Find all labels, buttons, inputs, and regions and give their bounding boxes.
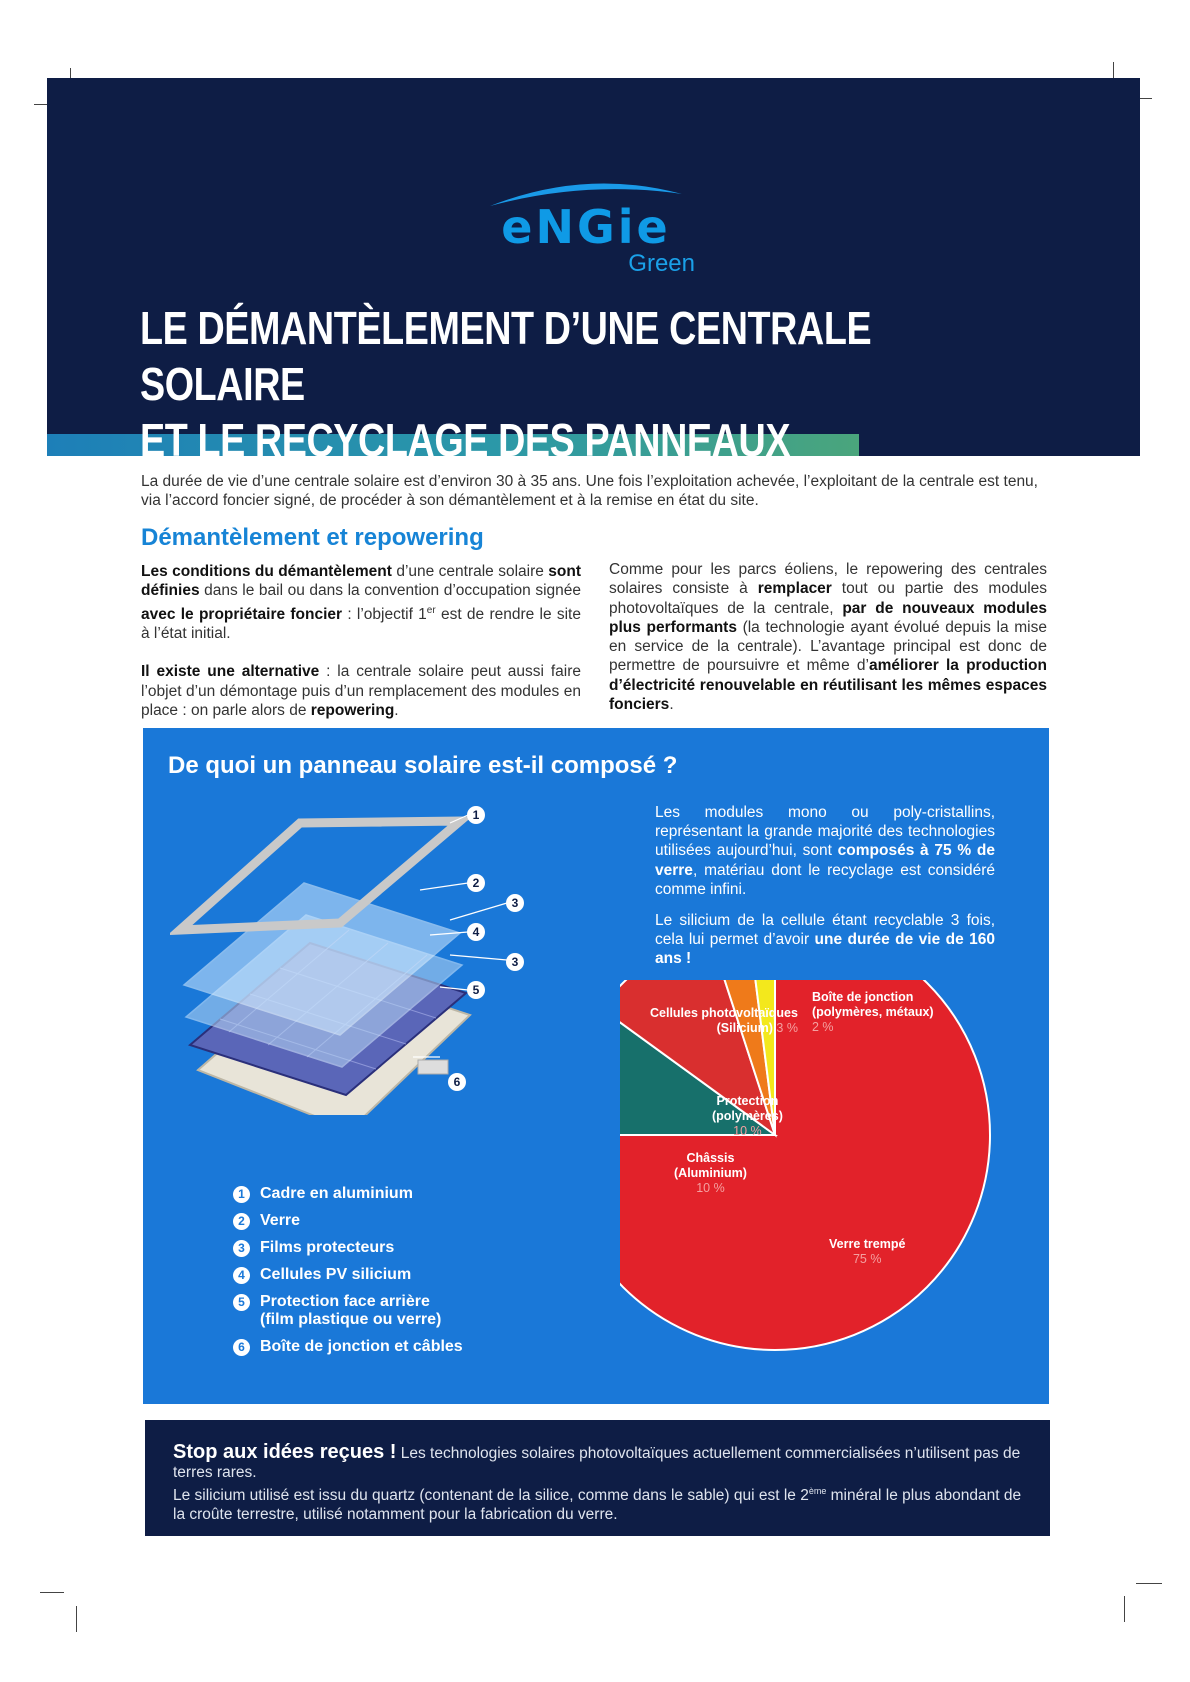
slice-name: Verre trempé: [829, 1237, 906, 1251]
bold-text: Stop aux idées reçues !: [173, 1441, 397, 1463]
callout-2: 2: [472, 876, 480, 890]
title-line-1: LE DÉMANTÈLEMENT D’UNE CENTRALE SOLAIRE: [140, 302, 872, 410]
legend-item-continuation: [233, 1311, 463, 1329]
text: Les modules mono ou poly-cristallins, représentant la grande majorité des technologies utilisées aujourd’hui, sont: [655, 804, 995, 860]
slice-name: Protection: [716, 1094, 779, 1108]
junction-box-icon: [418, 1060, 448, 1074]
bold-text: sont définies: [141, 563, 581, 600]
legend-number: 5: [233, 1294, 250, 1311]
slice-name: (Aluminium): [674, 1166, 747, 1180]
box-paragraph-2: [655, 911, 995, 969]
page-title: [140, 300, 878, 468]
bold-text: avec le propriétaire foncier: [141, 605, 343, 623]
slice-name: Cellules photovoltaïques: [650, 1006, 798, 1020]
intro-paragraph: La durée de vie d’une centrale solaire est d’environ 30 à 35 ans. Une fois l’exploitation achevée, l’exploitant de la centrale est tenu, via l’accord foncier signé, de procéder à son démantèlement et à la remise en état du site.: [141, 473, 1038, 509]
bold-text: une durée de vie de 160 ans !: [655, 931, 995, 968]
text: Les technologies solaires photovoltaïques actuellement commercialisées n’utilisent pas de terres rares.: [173, 1445, 1021, 1481]
crop-mark: [1136, 1583, 1162, 1584]
bold-text: repowering: [310, 701, 395, 719]
slice-name: (polymères): [712, 1109, 783, 1123]
legend-label: Verre: [260, 1212, 301, 1229]
slice-name: Boîte de jonction: [812, 990, 914, 1004]
slice-percent: 75 %: [852, 1252, 882, 1266]
column-left: [141, 562, 581, 739]
paragraph-alternative: [141, 662, 581, 720]
solar-panel-exploded-illustration: [170, 795, 590, 1115]
legend-label: Cadre en aluminium: [260, 1185, 413, 1202]
bold-text: par de nouveaux modules plus performants: [609, 599, 1047, 636]
callout-3b: 3: [511, 955, 519, 969]
pie-label-protection: [712, 1094, 783, 1139]
myth-line-2: [173, 1482, 1033, 1524]
text: tout ou partie des modules photovoltaïques de la centrale,: [609, 580, 1048, 617]
text: minéral le plus abondant de la croûte terrestre, utilisé notamment pour la fabrication du verre.: [173, 1487, 1022, 1523]
bold-text: remplacer: [757, 580, 832, 598]
legend-label: Boîte de jonction et câbles: [260, 1338, 463, 1355]
callout-5: 5: [472, 983, 480, 997]
pie-label-cellules: [650, 1006, 798, 1036]
slice-name: Châssis: [686, 1151, 735, 1165]
text: : la centrale solaire peut aussi faire l’objet d’un démontage puis d’un remplacement des modules en place : on parle alors de: [141, 663, 582, 719]
myth-line-1: [173, 1443, 1033, 1482]
legend-number: 2: [233, 1213, 250, 1230]
text: Comme pour les parcs éoliens, le repowering des centrales solaires consiste à: [609, 561, 1047, 598]
box-title: De quoi un panneau solaire est-il composé ?: [168, 752, 678, 779]
slice-name: (Silicium): [716, 1021, 773, 1035]
superscript: er: [426, 604, 436, 616]
pie-label-boite: [812, 990, 934, 1035]
slice-percent: 10 %: [696, 1181, 725, 1195]
box-paragraph-1: [655, 803, 995, 899]
text: Le silicium de la cellule étant recyclable 3 fois, cela lui permet d’avoir: [655, 912, 995, 949]
legend-item: [233, 1239, 463, 1257]
callout-1: 1: [472, 808, 480, 822]
crop-mark: [1124, 1596, 1125, 1622]
box-description: [655, 803, 995, 981]
section-title: Démantèlement et repowering: [141, 524, 484, 551]
logo-wordmark: eNGie: [501, 200, 671, 254]
legend-label: Films protecteurs: [260, 1239, 395, 1256]
title-line-2: ET LE RECYCLAGE DES PANNEAUX: [140, 414, 791, 466]
legend-item: [233, 1338, 463, 1356]
text: .: [394, 701, 399, 719]
paragraph-repowering: [609, 560, 1047, 714]
text: (la technologie ayant évolué depuis la mise en service de la centrale). L’avantage principal est donc de permettre de poursuivre et même d’: [609, 618, 1047, 675]
legend-number: 1: [233, 1186, 250, 1203]
legend-item: [233, 1293, 463, 1311]
legend-label: (film plastique ou verre): [260, 1311, 442, 1328]
text: : l’objectif 1: [342, 605, 427, 623]
callout-4: 4: [472, 925, 480, 939]
callout-6: 6: [453, 1075, 461, 1089]
legend-item: [233, 1212, 463, 1230]
paragraph-conditions: [141, 562, 581, 643]
slice-name: (polymères, métaux): [812, 1005, 934, 1019]
bold-text: Les conditions du démantèlement: [141, 563, 392, 580]
legend-label: Protection face arrière: [260, 1293, 430, 1310]
legend-item: [233, 1185, 463, 1203]
bold-text: améliorer la production d’électricité renouvelable en réutilisant les mêmes espaces fonciers: [609, 657, 1047, 714]
pie-label-chassis: [674, 1151, 747, 1196]
text: Le silicium utilisé est issu du quartz (contenant de la silice, comme dans le sable) qui est le 2: [173, 1487, 809, 1505]
myth-busting-text: [173, 1443, 1033, 1524]
component-legend: [233, 1185, 463, 1365]
column-right: [609, 560, 1047, 733]
bold-text: Il existe une alternative: [141, 663, 320, 681]
legend-number: 3: [233, 1240, 250, 1257]
engie-logo: [486, 172, 701, 282]
text: .: [669, 696, 674, 714]
legend-number: 4: [233, 1267, 250, 1284]
legend-item: [233, 1266, 463, 1284]
crop-mark: [40, 1592, 64, 1593]
legend-number: 6: [233, 1339, 250, 1356]
slice-percent: 10 %: [733, 1124, 762, 1138]
logo-subtitle: Green: [628, 250, 695, 277]
text: dans le bail ou dans la convention d’occupation signée: [199, 582, 581, 600]
superscript: ème: [808, 1486, 827, 1496]
pie-label-verre: [829, 1237, 905, 1267]
slice-percent: 2 %: [812, 1020, 834, 1034]
legend-label: Cellules PV silicium: [260, 1266, 412, 1283]
text: d’une centrale solaire: [391, 563, 549, 580]
bold-text: composés à 75 % de verre: [655, 842, 996, 879]
slice-percent: 3 %: [776, 1021, 798, 1035]
text: , matériau dont le recyclage est considéré comme infini.: [655, 861, 995, 898]
crop-mark: [76, 1606, 77, 1632]
text: est de rendre le site à l’état initial.: [141, 605, 581, 643]
callout-3: 3: [511, 896, 519, 910]
